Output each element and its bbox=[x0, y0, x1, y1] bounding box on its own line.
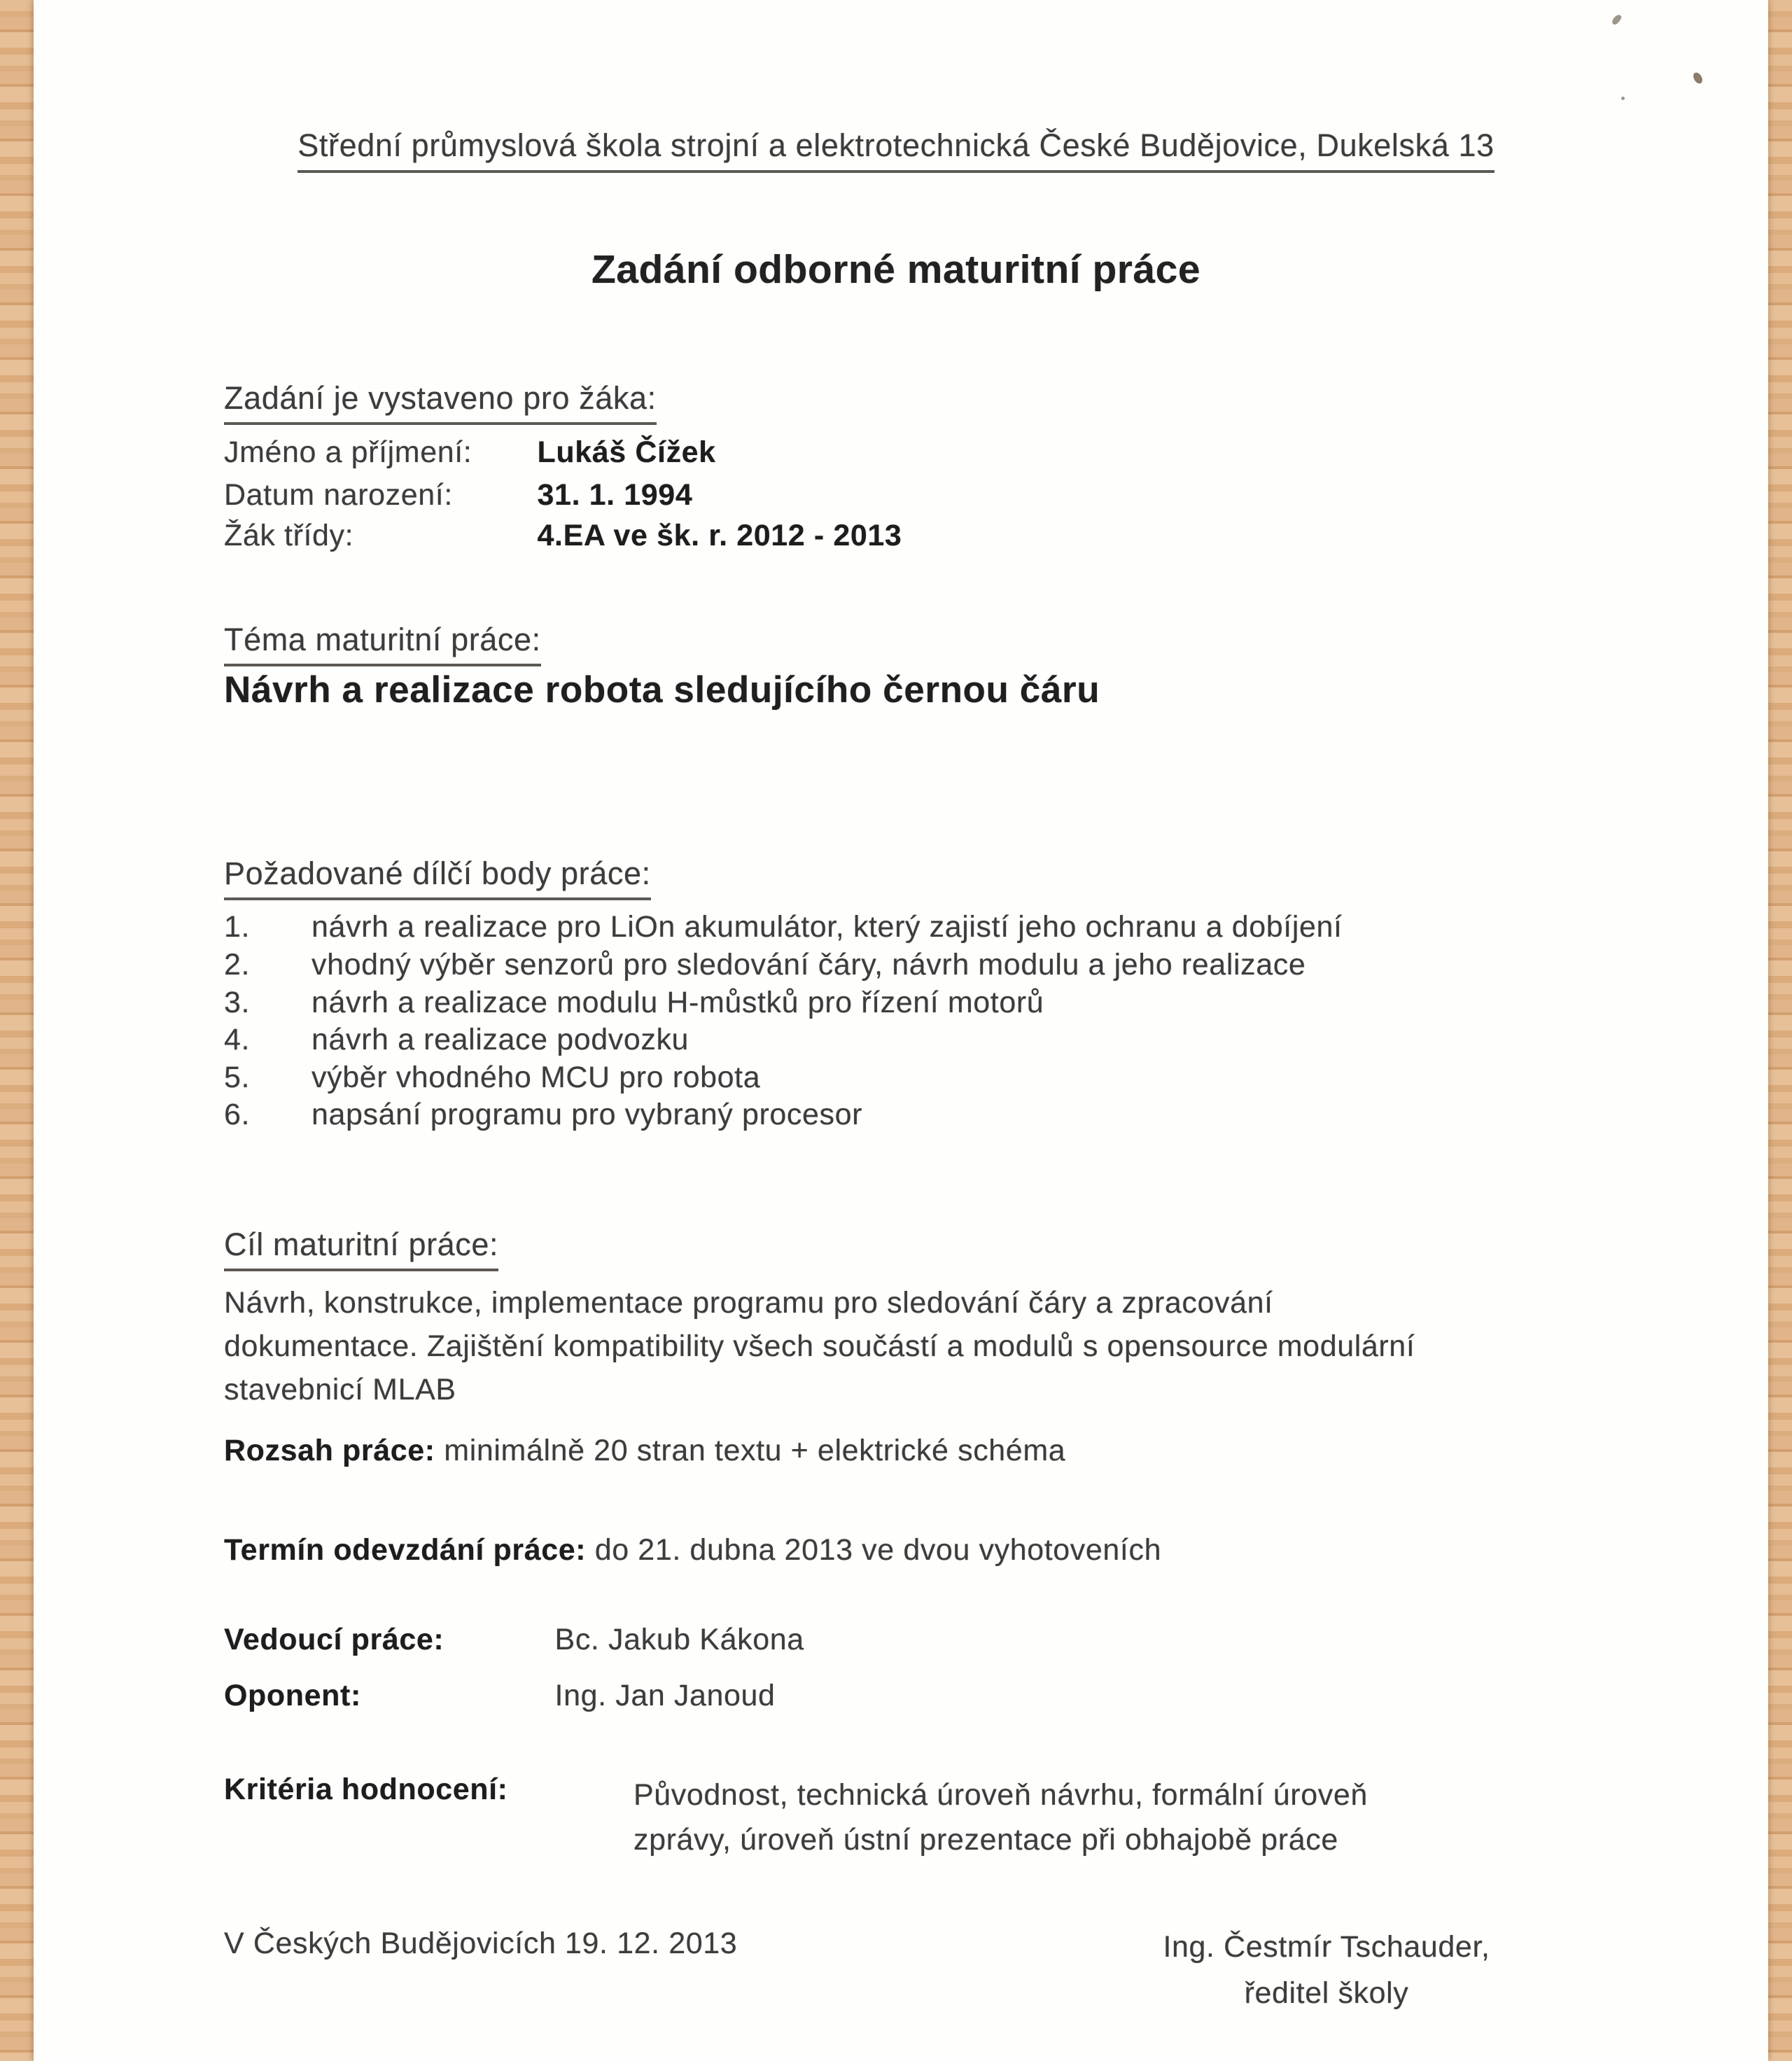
student-dob-label: Datum narození: bbox=[224, 478, 453, 512]
scan-speck bbox=[1621, 97, 1625, 100]
supervisor-label: Vedoucí práce: bbox=[224, 1623, 444, 1656]
supervisor-value: Bc. Jakub Kákona bbox=[554, 1623, 804, 1656]
student-dob-row bbox=[224, 478, 692, 512]
requirement-text: návrh a realizace pro LiOn akumulátor, který zajistí jeho ochranu a dobíjení bbox=[312, 910, 1343, 944]
goal-section-heading bbox=[224, 1227, 498, 1263]
student-name-label: Jméno a příjmení: bbox=[224, 435, 472, 469]
criteria-value bbox=[634, 1773, 1368, 1862]
criteria-line-2: zprávy, úroveň ústní prezentace při obhajobě práce bbox=[634, 1823, 1338, 1857]
requirement-text: návrh a realizace modulu H-můstků pro řízení motorů bbox=[312, 986, 1044, 1019]
deadline-row bbox=[224, 1533, 1161, 1567]
requirement-text: vhodný výběr senzorů pro sledování čáry, návrh modulu a jeho realizace bbox=[312, 948, 1306, 981]
opponent-value: Ing. Jan Janoud bbox=[554, 1679, 776, 1712]
signature-role: ředitel školy bbox=[1244, 1976, 1409, 2010]
goal-line-3: stavebnicí MLAB bbox=[224, 1373, 456, 1406]
opponent-row bbox=[224, 1679, 776, 1713]
student-name-row bbox=[224, 435, 716, 470]
student-name-value: Lukáš Čížek bbox=[537, 435, 716, 469]
requirement-number: 2. bbox=[224, 948, 251, 981]
deadline-label: Termín odevzdání práce: bbox=[224, 1533, 587, 1567]
student-class-value: 4.EA ve šk. r. 2012 - 2013 bbox=[537, 519, 902, 552]
goal-paragraph bbox=[224, 1281, 1415, 1411]
topic-section-heading bbox=[224, 622, 541, 658]
school-header-text: Střední průmyslová škola strojní a elektrotechnická České Budějovice, Dukelská 13 bbox=[298, 127, 1494, 173]
deadline-value: do 21. dubna 2013 ve dvou vyhotoveních bbox=[594, 1533, 1162, 1567]
signature-name: Ing. Čestmír Tschauder, bbox=[1163, 1930, 1490, 1964]
criteria-line-1: Původnost, technická úroveň návrhu, formální úroveň bbox=[634, 1778, 1368, 1812]
requirement-text: napsání programu pro vybraný procesor bbox=[312, 1098, 863, 1131]
requirement-number: 3. bbox=[224, 986, 251, 1019]
requirement-number: 1. bbox=[224, 910, 251, 944]
student-section-heading-text: Zadání je vystaveno pro žáka: bbox=[224, 380, 657, 425]
requirements-section-heading-text: Požadované dílčí body práce: bbox=[224, 855, 651, 900]
goal-section-heading-text: Cíl maturitní práce: bbox=[224, 1227, 498, 1271]
signature-block bbox=[1130, 1924, 1522, 2016]
school-header bbox=[0, 127, 1792, 173]
requirement-text: návrh a realizace podvozku bbox=[312, 1023, 690, 1056]
requirements-section-heading bbox=[224, 855, 651, 892]
requirement-number: 5. bbox=[224, 1061, 251, 1094]
page-title: Zadání odborné maturitní práce bbox=[591, 247, 1201, 292]
criteria-label: Kritéria hodnocení: bbox=[224, 1773, 508, 1806]
student-section-heading bbox=[224, 380, 657, 417]
place-date: V Českých Budějovicích 19. 12. 2013 bbox=[224, 1927, 738, 1960]
scope-value: minimálně 20 stran textu + elektrické schéma bbox=[444, 1434, 1066, 1467]
requirement-text: výběr vhodného MCU pro robota bbox=[312, 1061, 761, 1094]
scope-label: Rozsah práce: bbox=[224, 1434, 435, 1467]
requirement-number: 6. bbox=[224, 1098, 251, 1131]
thesis-topic-title: Návrh a realizace robota sledujícího černou čáru bbox=[224, 669, 1100, 711]
student-class-label: Žák třídy: bbox=[224, 519, 354, 552]
student-class-row bbox=[224, 519, 902, 553]
topic-section-heading-text: Téma maturitní práce: bbox=[224, 622, 541, 666]
requirement-number: 4. bbox=[224, 1023, 251, 1056]
scope-row bbox=[224, 1434, 1065, 1468]
student-dob-value: 31. 1. 1994 bbox=[537, 478, 693, 512]
supervisor-row bbox=[224, 1623, 804, 1657]
opponent-label: Oponent: bbox=[224, 1679, 361, 1712]
goal-line-1: Návrh, konstrukce, implementace programu pro sledování čáry a zpracování bbox=[224, 1286, 1273, 1320]
paper-sheet bbox=[34, 0, 1768, 2061]
goal-line-2: dokumentace. Zajištění kompatibility všech součástí a modulů s opensource modulární bbox=[224, 1329, 1415, 1363]
